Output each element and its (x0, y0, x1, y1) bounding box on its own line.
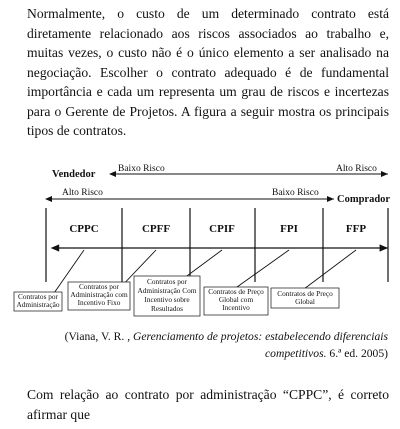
callout-fpi-line3: Incentivo (222, 303, 250, 312)
contract-type-fpi: FPI (280, 223, 298, 235)
callout-cpif-line4: Resultados (150, 304, 184, 313)
figure-caption (58, 328, 388, 362)
vendedor-label: Vendedor (52, 169, 96, 180)
contract-type-ffp: FFP (345, 223, 367, 235)
caption-title: Gerenciamento de projetos: estabelecendo diferenciais competitivos. (133, 330, 388, 360)
comprador-label: Comprador (337, 194, 391, 205)
comprador-low-risk: Baixo Risco (272, 188, 319, 198)
intro-paragraph: Normalmente, o custo de um determinado contrato está diretamente relacionado aos riscos associados ao trabalho e, muitas vezes, o custo não é o único elemento a ser analisado na negociação. Escolher o contrato adequado é de fundamental importância e cada um representa um grau de riscos e incertezas para o Gerente de Projetos. A figura a seguir mostra os principais tipos de contratos. (27, 6, 389, 138)
question-stem: Com relação ao contrato por administração “CPPC”, é correto afirmar que (27, 387, 389, 422)
callout-cpif-line2: Administração Com (137, 286, 197, 295)
callout-cpif-line1: Contratos por (147, 277, 187, 286)
callout-cpff-line2: Administração com (70, 290, 128, 299)
callout-leader (300, 250, 356, 292)
contract-type-cpif: CPIF (209, 223, 235, 235)
callout-cpff-line3: Incentivo Fixo (77, 298, 121, 307)
callout-fpi-line2: Global com (218, 295, 254, 304)
callout-ffp-line2: Global (295, 297, 315, 306)
contract-type-cpff: CPFF (141, 223, 171, 235)
callout-cpff-line1: Contratos por (79, 282, 119, 291)
caption-prefix: (Viana, V. R. , (64, 330, 134, 343)
caption-suffix: 6.ª ed. 2005) (326, 347, 388, 360)
callout-cppc-line1: Contratos por (18, 292, 58, 301)
callout-fpi-line1: Contratos de Preço (208, 287, 264, 296)
vendedor-high-risk: Alto Risco (336, 164, 377, 174)
vendedor-low-risk: Baixo Risco (118, 164, 165, 174)
contract-type-cppc: CPPC (69, 223, 99, 235)
comprador-high-risk: Alto Risco (62, 188, 103, 198)
callout-leader (230, 250, 289, 292)
callout-ffp-line1: Contratos de Preço (277, 289, 333, 298)
callout-cppc-line2: Administração (16, 300, 60, 309)
callout-cpif-line3: Incentivo sobre (144, 295, 190, 304)
